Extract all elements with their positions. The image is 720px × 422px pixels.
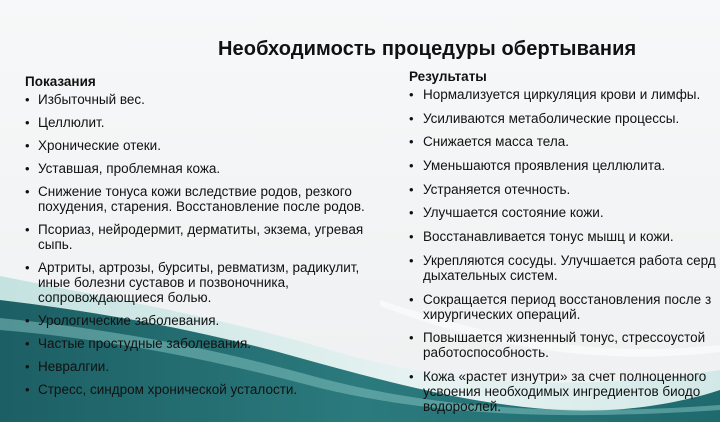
list-item: • Нормализуется циркуляция крови и лимфы. <box>409 87 720 102</box>
list-item: • Псориаз, нейродермит, дерматиты, экзема, угревая сыпь. <box>25 222 395 252</box>
list-item: • Восстанавливается тонус мышц и кожи. <box>409 229 720 244</box>
list-item: • Снижается масса тела. <box>409 134 720 149</box>
list-item: • Улучшается состояние кожи. <box>409 205 720 220</box>
list-item: • Избыточный вес. <box>25 92 395 107</box>
list-item: • Целлюлит. <box>25 115 395 130</box>
page-title: Необходимость процедуры обертывания <box>218 38 637 60</box>
list-item: • Повышается жизненный тонус, стрессоустой работоспособность. <box>409 330 720 360</box>
list-item: • Уставшая, проблемная кожа. <box>25 161 395 176</box>
list-item: • Снижение тонуса кожи вследствие родов, резкого похудения, старения. Восстановление после родов. <box>25 184 395 214</box>
list-item: • Частые простудные заболевания. <box>25 336 395 351</box>
results-heading: Результаты <box>409 69 487 84</box>
indications-heading: Показания <box>25 74 96 89</box>
list-item: • Артриты, артрозы, бурситы, ревматизм, радикулит, иные болезни суставов и позвоночника, сопровождающиеся болью. <box>25 260 395 305</box>
indications-list <box>25 92 395 397</box>
list-item: • Хронические отеки. <box>25 138 395 153</box>
list-item: • Укрепляются сосуды. Улучшается работа серд дыхательных систем. <box>409 253 720 283</box>
list-item: • Урологические заболевания. <box>25 313 395 328</box>
results-list <box>409 87 720 414</box>
results-column <box>409 69 720 422</box>
list-item: • Усиливаются метаболические процессы. <box>409 111 720 126</box>
list-item: • Сокращается период восстановления после з хирургических операций. <box>409 292 720 322</box>
list-item: • Стресс, синдром хронической усталости. <box>25 382 395 397</box>
list-item: • Устраняется отечность. <box>409 182 720 197</box>
list-item: • Кожа «растет изнутри» за счет полноценного усвоения необходимых ингредиентов биодо водорослей. <box>409 369 720 414</box>
list-item: • Невралгии. <box>25 359 395 374</box>
list-item: • Уменьшаются проявления целлюлита. <box>409 158 720 173</box>
indications-column <box>25 74 395 405</box>
